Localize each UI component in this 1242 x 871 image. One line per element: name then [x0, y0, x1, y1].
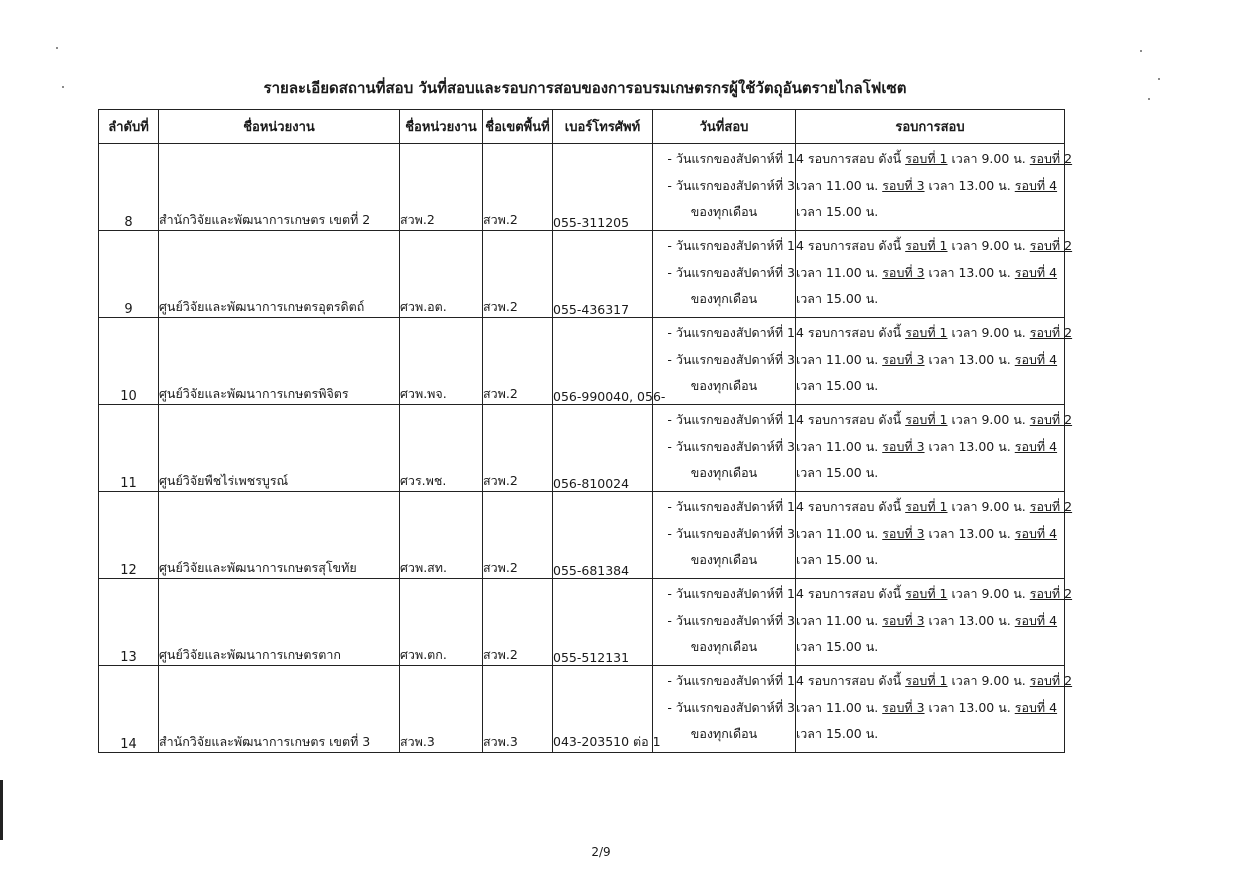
cell-phone	[553, 144, 653, 231]
round-text: รอบที่ 1	[905, 238, 948, 253]
header-phone: เบอร์โทรศัพท์	[553, 110, 653, 144]
cell-agency	[159, 144, 400, 231]
exam-day-line: - วันแรกของสัปดาห์ที่ 3	[667, 264, 795, 280]
round-text: รอบที่ 3	[882, 699, 925, 715]
exam-day-line: ของทุกเดือน	[690, 204, 758, 219]
cell-no	[99, 666, 159, 753]
exam-day-line: ของทุกเดือน	[690, 291, 758, 306]
exam-day-line: - วันแรกของสัปดาห์ที่ 3	[667, 438, 795, 454]
cell-zone	[483, 492, 553, 579]
round-text: 4 รอบการสอบ ดังนี้	[796, 586, 902, 601]
round-text: เวลา 15.00 น.	[796, 639, 879, 654]
exam-day-line: - วันแรกของสัปดาห์ที่ 1	[667, 238, 795, 253]
cell-text: ศวพ.สท.	[400, 560, 448, 575]
cell-phone	[553, 405, 653, 492]
rounds-line	[796, 579, 1073, 608]
rounds-line	[796, 434, 1064, 461]
table-row	[99, 405, 1065, 492]
table-row	[99, 318, 1065, 405]
cell-agency-abbr	[400, 144, 483, 231]
cell-text: ศูนย์วิจัยและพัฒนาการเกษตรอุตรดิตถ์	[159, 299, 365, 314]
exam-day-line: ของทุกเดือน	[690, 378, 758, 393]
exam-day-line: ของทุกเดือน	[690, 639, 758, 654]
cell-zone	[483, 405, 553, 492]
scan-speck	[1148, 98, 1150, 100]
table-body	[99, 144, 1073, 753]
exam-day-line: - วันแรกของสัปดาห์ที่ 3	[667, 699, 795, 715]
round-text: 4 รอบการสอบ ดังนี้	[796, 238, 902, 253]
cell-text: สวพ.2	[483, 473, 518, 488]
cell-agency	[159, 666, 400, 753]
rounds-line	[796, 721, 1064, 748]
cell-agency-abbr	[400, 492, 483, 579]
cell-text: 13	[120, 650, 137, 665]
cell-exam-day	[653, 405, 796, 492]
round-text: เวลา 9.00 น.	[951, 151, 1026, 166]
cell-text: 9	[124, 302, 133, 317]
cell-agency-abbr	[400, 666, 483, 753]
scan-speck	[1140, 50, 1142, 52]
round-text: รอบที่ 4	[1014, 612, 1058, 628]
cell-no	[99, 405, 159, 492]
round-text: เวลา 9.00 น.	[951, 238, 1026, 253]
rounds-line	[796, 373, 1064, 400]
round-text: 4 รอบการสอบ ดังนี้	[796, 412, 902, 427]
round-text: รอบที่ 2	[1029, 586, 1073, 601]
cell-text: สำนักวิจัยและพัฒนาการเกษตร เขตที่ 2	[159, 212, 371, 227]
round-text: เวลา 9.00 น.	[951, 673, 1026, 688]
rounds-line	[796, 199, 1064, 226]
exam-day-line: ของทุกเดือน	[690, 552, 758, 567]
cell-no	[99, 231, 159, 318]
cell-agency	[159, 231, 400, 318]
rounds-line	[796, 347, 1064, 374]
round-text: รอบที่ 3	[882, 351, 925, 367]
cell-exam-day	[653, 666, 796, 753]
cell-text: ศวพ.ตก.	[400, 647, 447, 662]
rounds-line	[796, 695, 1064, 722]
exam-day-line: ของทุกเดือน	[690, 465, 758, 480]
cell-agency-abbr	[400, 405, 483, 492]
cell-text: ศวร.พช.	[400, 473, 447, 488]
page-title: รายละเอียดสถานที่สอบ วันที่สอบและรอบการสอบของการอบรมเกษตรกรผู้ใช้วัตถุอันตรายไกลโฟเซต	[263, 79, 907, 97]
cell-text: สวพ.2	[400, 212, 435, 227]
rounds-line	[796, 608, 1064, 635]
scan-speck	[1158, 78, 1160, 80]
header-exam-day: วันที่สอบ	[653, 110, 796, 144]
cell-text: ศวพ.อต.	[400, 299, 447, 314]
cell-exam-day	[653, 318, 796, 405]
header-rounds: รอบการสอบ	[796, 110, 1065, 144]
round-text: รอบที่ 2	[1029, 412, 1073, 427]
cell-agency-abbr	[400, 579, 483, 666]
cell-rounds	[796, 231, 1073, 318]
header-zone: ชื่อเขตพื้นที่	[483, 110, 553, 144]
round-text: เวลา 15.00 น.	[796, 465, 879, 480]
round-text: เวลา 11.00 น.	[796, 264, 879, 280]
round-text: เวลา 15.00 น.	[796, 291, 879, 306]
rounds-line	[796, 460, 1064, 487]
cell-phone	[553, 579, 653, 666]
round-text: รอบที่ 3	[882, 177, 925, 193]
cell-rounds	[796, 492, 1073, 579]
cell-text: 14	[120, 737, 137, 752]
round-text: เวลา 11.00 น.	[796, 351, 879, 367]
cell-rounds	[796, 579, 1073, 666]
table-row	[99, 666, 1065, 753]
cell-text: สวพ.2	[483, 647, 518, 662]
rounds-line	[796, 318, 1073, 347]
header-agency-abbr: ชื่อหน่วยงาน	[400, 110, 483, 144]
round-text: 4 รอบการสอบ ดังนี้	[796, 673, 902, 688]
rounds-line	[796, 492, 1073, 521]
cell-text: 055-436317	[553, 302, 630, 317]
cell-text: 8	[124, 215, 133, 230]
cell-text: 055-512131	[553, 650, 630, 665]
table-row	[99, 492, 1065, 579]
round-text: เวลา 13.00 น.	[928, 525, 1011, 541]
round-text: เวลา 11.00 น.	[796, 699, 879, 715]
scan-edge-mark	[0, 780, 3, 840]
scan-speck	[62, 86, 64, 88]
round-text: 4 รอบการสอบ ดังนี้	[796, 151, 902, 166]
exam-day-line: - วันแรกของสัปดาห์ที่ 3	[667, 612, 795, 628]
round-text: เวลา 11.00 น.	[796, 525, 879, 541]
exam-day-line: - วันแรกของสัปดาห์ที่ 3	[667, 351, 795, 367]
exam-schedule-table	[98, 109, 1073, 753]
round-text: รอบที่ 2	[1029, 151, 1073, 166]
cell-no	[99, 492, 159, 579]
round-text: เวลา 15.00 น.	[796, 726, 879, 741]
header-agency: ชื่อหน่วยงาน	[159, 110, 400, 144]
exam-day-line: - วันแรกของสัปดาห์ที่ 1	[667, 325, 795, 340]
table-row	[99, 579, 1065, 666]
cell-text: ศวพ.พจ.	[400, 386, 447, 401]
cell-phone	[553, 231, 653, 318]
rounds-line	[796, 405, 1073, 434]
round-text: เวลา 15.00 น.	[796, 552, 879, 567]
rounds-line	[796, 634, 1064, 661]
round-text: เวลา 13.00 น.	[928, 699, 1011, 715]
round-text: รอบที่ 3	[882, 612, 925, 628]
cell-rounds	[796, 405, 1073, 492]
cell-zone	[483, 666, 553, 753]
cell-agency-abbr	[400, 318, 483, 405]
cell-text: 055-681384	[553, 563, 630, 578]
round-text: รอบที่ 1	[905, 586, 948, 601]
cell-rounds	[796, 144, 1073, 231]
rounds-line	[796, 521, 1064, 548]
cell-text: 043-203510 ต่อ 1	[553, 734, 661, 749]
round-text: เวลา 15.00 น.	[796, 378, 879, 393]
round-text: เวลา 9.00 น.	[951, 325, 1026, 340]
rounds-line	[796, 286, 1064, 313]
round-text: รอบที่ 1	[905, 151, 948, 166]
round-text: เวลา 9.00 น.	[951, 412, 1026, 427]
round-text: รอบที่ 3	[882, 438, 925, 454]
round-text: รอบที่ 4	[1014, 699, 1058, 715]
cell-no	[99, 318, 159, 405]
exam-day-line: - วันแรกของสัปดาห์ที่ 3	[667, 525, 795, 541]
round-text: รอบที่ 1	[905, 412, 948, 427]
cell-text: ศูนย์วิจัยและพัฒนาการเกษตรสุโขทัย	[159, 560, 357, 575]
cell-text: 12	[120, 563, 137, 578]
rounds-line	[796, 666, 1073, 695]
round-text: รอบที่ 2	[1029, 238, 1073, 253]
cell-agency-abbr	[400, 231, 483, 318]
rounds-line	[796, 260, 1064, 287]
rounds-line	[796, 547, 1064, 574]
round-text: เวลา 13.00 น.	[928, 438, 1011, 454]
page-number: 2/9	[591, 845, 611, 859]
cell-zone	[483, 231, 553, 318]
exam-day-line: ของทุกเดือน	[690, 726, 758, 741]
round-text: เวลา 13.00 น.	[928, 351, 1011, 367]
cell-agency	[159, 318, 400, 405]
cell-no	[99, 579, 159, 666]
cell-text: สวพ.3	[483, 734, 518, 749]
rounds-line	[796, 144, 1073, 173]
round-text: เวลา 13.00 น.	[928, 612, 1011, 628]
rounds-line	[796, 231, 1073, 260]
exam-day-line: - วันแรกของสัปดาห์ที่ 1	[667, 151, 795, 166]
cell-rounds	[796, 666, 1073, 753]
cell-no	[99, 144, 159, 231]
cell-text: สวพ.2	[483, 386, 518, 401]
cell-exam-day	[653, 231, 796, 318]
round-text: เวลา 13.00 น.	[928, 177, 1011, 193]
cell-text: ศูนย์วิจัยและพัฒนาการเกษตรตาก	[159, 647, 341, 662]
cell-rounds	[796, 318, 1073, 405]
round-text: รอบที่ 1	[905, 325, 948, 340]
table-row	[99, 231, 1065, 318]
cell-text: สวพ.2	[483, 560, 518, 575]
round-text: รอบที่ 4	[1014, 351, 1058, 367]
cell-zone	[483, 318, 553, 405]
round-text: เวลา 11.00 น.	[796, 438, 879, 454]
cell-agency	[159, 579, 400, 666]
round-text: รอบที่ 3	[882, 264, 925, 280]
round-text: เวลา 11.00 น.	[796, 177, 879, 193]
exam-day-line: - วันแรกของสัปดาห์ที่ 3	[667, 177, 795, 193]
round-text: เวลา 11.00 น.	[796, 612, 879, 628]
round-text: 4 รอบการสอบ ดังนี้	[796, 499, 902, 514]
cell-text: สำนักวิจัยและพัฒนาการเกษตร เขตที่ 3	[159, 734, 371, 749]
cell-text: 056-990040, 056-	[553, 389, 666, 404]
cell-text: สวพ.2	[483, 212, 518, 227]
cell-text: สวพ.3	[400, 734, 435, 749]
round-text: รอบที่ 1	[905, 499, 948, 514]
cell-agency	[159, 492, 400, 579]
scan-speck	[56, 47, 58, 49]
cell-exam-day	[653, 492, 796, 579]
exam-day-line: - วันแรกของสัปดาห์ที่ 1	[667, 412, 795, 427]
rounds-line	[796, 173, 1064, 200]
exam-day-line: - วันแรกของสัปดาห์ที่ 1	[667, 673, 795, 688]
cell-exam-day	[653, 144, 796, 231]
round-text: รอบที่ 4	[1014, 525, 1058, 541]
round-text: รอบที่ 4	[1014, 177, 1058, 193]
cell-agency	[159, 405, 400, 492]
table-header	[99, 110, 1065, 144]
round-text: รอบที่ 2	[1029, 325, 1073, 340]
exam-day-line: - วันแรกของสัปดาห์ที่ 1	[667, 499, 795, 514]
cell-text: 055-311205	[553, 215, 630, 230]
cell-text: 10	[120, 389, 137, 404]
table-row	[99, 144, 1065, 231]
cell-zone	[483, 144, 553, 231]
cell-text: สวพ.2	[483, 299, 518, 314]
cell-text: 056-810024	[553, 476, 630, 491]
cell-phone	[553, 492, 653, 579]
round-text: เวลา 15.00 น.	[796, 204, 879, 219]
cell-exam-day	[653, 579, 796, 666]
round-text: รอบที่ 4	[1014, 438, 1058, 454]
cell-text: ศูนย์วิจัยและพัฒนาการเกษตรพิจิตร	[159, 386, 349, 401]
cell-text: 11	[120, 476, 137, 491]
cell-zone	[483, 579, 553, 666]
cell-text: ศูนย์วิจัยพืชไร่เพชรบูรณ์	[159, 473, 289, 488]
round-text: เวลา 9.00 น.	[951, 586, 1026, 601]
round-text: รอบที่ 3	[882, 525, 925, 541]
round-text: เวลา 9.00 น.	[951, 499, 1026, 514]
round-text: รอบที่ 2	[1029, 499, 1073, 514]
header-no: ลำดับที่	[99, 110, 159, 144]
round-text: 4 รอบการสอบ ดังนี้	[796, 325, 902, 340]
round-text: เวลา 13.00 น.	[928, 264, 1011, 280]
exam-day-line: - วันแรกของสัปดาห์ที่ 1	[667, 586, 795, 601]
cell-phone	[553, 666, 661, 753]
cell-phone	[553, 318, 666, 405]
round-text: รอบที่ 4	[1014, 264, 1058, 280]
round-text: รอบที่ 2	[1029, 673, 1073, 688]
round-text: รอบที่ 1	[905, 673, 948, 688]
